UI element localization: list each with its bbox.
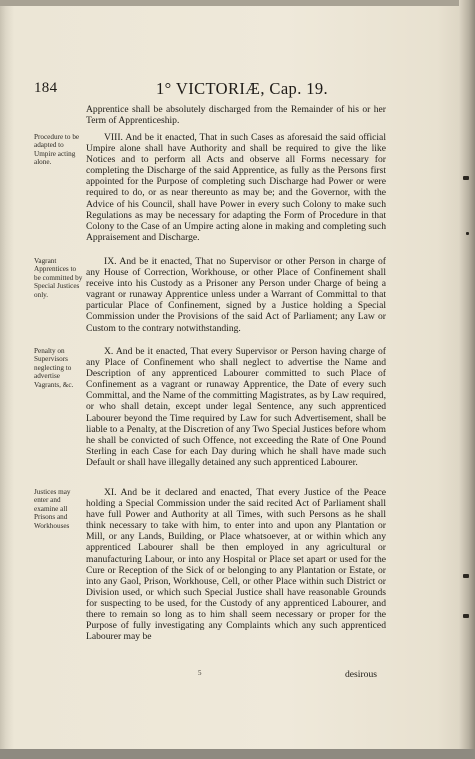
section-8-text: VIII. And be it enacted, That in such Cases as aforesaid the said official Umpire alone shall have Authority and shall be required to give the like Notices and to perform all Acts and observe all Forms necessary for completing the Discharge of the said Apprentice, as fully as the Persons first appointed for the Purpose of completing such Discharge had Power or were required to do, or as near thereunto as may be; and the Governor, with the Advice of his Council, shall have Power in every such Colony to make such Regulations as may be necessary for adapting the Form of Procedure in that Colony to the Case of an Umpire acting alone in making and completing such Appraisement and Discharge. bbox=[86, 132, 386, 243]
page-bottom-shadow bbox=[0, 749, 475, 759]
margin-tab-mark bbox=[463, 176, 469, 180]
side-note-section-10: Penalty on Supervisors neglecting to advertise Vagrants, &c. bbox=[34, 347, 74, 389]
section-11-text: XI. And be it declared and enacted, That every Justice of the Peace holding a Special Commission under the said recited Act of Parliament shall have full Power and Authority at all Times, with such Persons as he shall think necessary to take with him, to enter into and upon any Plantation or Mill, or any Lands, Building, or Place whatsoever, at or within which any apprenticed Labourer shall be then employed in any agricultural or manufacturing Labour, or into any Hospital or Place set apart or used for the Cure or Reception of the Sick of or belonging to any Plantation or Estate, or into any Gaol, Prison, Workhouse, Cell, or other Place within such District or Division used, or which such Special Justice shall have reasonable Grounds for suspecting to be used, for the Custody of any apprenticed Labourer, and there to remain so long as to him shall seem necessary or proper for the Purpose of fully investigating any Complaints which any such apprenticed Labourer may be bbox=[86, 487, 386, 643]
margin-tab-mark bbox=[463, 574, 469, 578]
page-top-shadow bbox=[0, 0, 475, 6]
continuation-paragraph bbox=[86, 104, 386, 126]
margin-tab-mark bbox=[463, 614, 469, 618]
side-note-section-9: Vagrant Apprentices to be committed by Special Justices only. bbox=[34, 257, 83, 299]
side-note-section-11: Justices may enter and examine all Prisons and Workhouses bbox=[34, 488, 71, 530]
section-9 bbox=[86, 256, 386, 334]
catchword: desirous bbox=[345, 669, 377, 680]
margin-tab-mark bbox=[466, 232, 469, 235]
section-9-text: IX. And be it enacted, That no Supervisor or other Person in charge of any House of Correction, Workhouse, or other Place of Confinement shall receive into his Custody as a Prisoner any Person under Charge of being a vagrant or runaway Apprentice unless under a Warrant of Committal to that particular Place of Confinement, signed by a Justice holding a Special Commission under the Provisions of the said Act of Parliament; any Law or Custom to the contrary notwithstanding. bbox=[86, 256, 386, 334]
page-binding-edge bbox=[459, 0, 475, 759]
page-number: 184 bbox=[34, 80, 58, 96]
section-10-text: X. And be it enacted, That every Supervisor or Person having charge of any Place of Confinement who shall neglect to advertise the Name and Description of any apprenticed Labourer committed to such Place of Confinement as a vagrant or runaway Apprentice, the Date of every such Committal, and the Name of the committing Magistrates, as by Law required, or who shall detain, except under legal Sentence, any such apprenticed Labourer beyond the Time required by Law for such Advertisement, shall be liable to a Penalty, at the Discretion of any Two Special Justices before whom he shall be convicted of such Offence, not exceeding the Rate of One Pound Sterling in each Case for each Day during which he shall have made such Default or shall have illegally detained any such apprenticed Labourer. bbox=[86, 346, 386, 468]
continuation-text: Apprentice shall be absolutely discharged from the Remainder of his or her Term of Apprenticeship. bbox=[86, 104, 386, 127]
running-head: 1° VICTORIÆ, Cap. 19. bbox=[156, 79, 329, 98]
side-note-section-8: Procedure to be adapted to Umpire acting alone. bbox=[34, 133, 80, 167]
signature-mark: 5 bbox=[198, 669, 202, 677]
section-10 bbox=[86, 346, 386, 468]
section-11 bbox=[86, 487, 386, 642]
section-8 bbox=[86, 132, 386, 243]
